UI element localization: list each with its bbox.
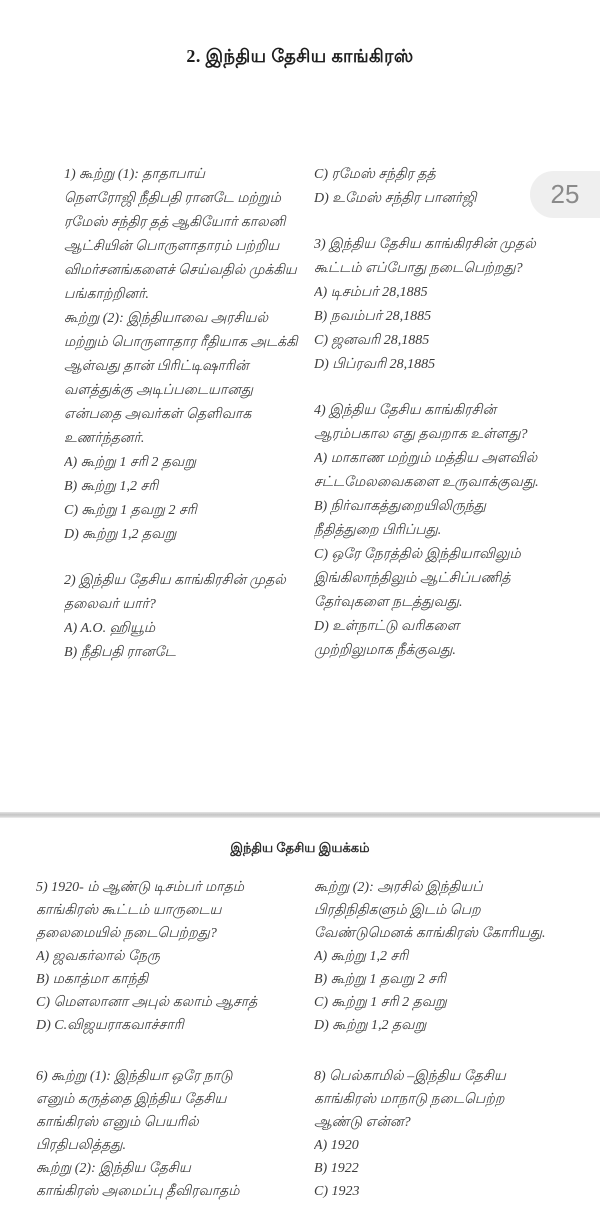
text-line: A) டிசம்பர் 28,1885 — [314, 285, 428, 300]
page1-right-column — [302, 163, 600, 687]
text-line: பிரதிபலித்தது. — [36, 1138, 127, 1153]
text-line: B) நவம்பர் 28,1885 — [314, 309, 432, 324]
text-line: ஆரம்பகால எது தவறாக உள்ளது? — [314, 427, 528, 442]
text-line: தேர்வுகளை நடத்துவது. — [314, 595, 463, 610]
page1-columns — [0, 163, 600, 687]
text-line: தலைமையில் நடைபெற்றது? — [36, 926, 217, 941]
question-block — [314, 876, 600, 1037]
text-line: கூற்று (2): இந்தியாவை அரசியல் — [64, 311, 269, 326]
text-line: D) உள்நாட்டு வரிகளை — [314, 619, 460, 634]
text-line: D) கூற்று 1,2 தவறு — [314, 1018, 427, 1033]
question-block — [314, 163, 600, 211]
text-line: பங்காற்றினர். — [64, 287, 149, 302]
text-line: கூட்டம் எப்போது நடைபெற்றது? — [314, 261, 523, 276]
text-line: கூற்று (2): இந்திய தேசிய — [36, 1161, 191, 1176]
page2-columns — [0, 876, 600, 1231]
text-line: B) கூற்று 1 தவறு 2 சரி — [314, 972, 447, 987]
text-line: C) கூற்று 1 சரி 2 தவறு — [314, 995, 447, 1010]
text-line: முற்றிலுமாக நீக்குவது. — [314, 643, 456, 658]
text-line: D) C.விஜயராகவாச்சாரி — [36, 1018, 184, 1033]
text-line: B) கூற்று 1,2 சரி — [64, 479, 159, 494]
text-line: ஆட்சியின் பொருளாதாரம் பற்றிய — [64, 239, 280, 254]
text-line: B) 1922 — [314, 1161, 359, 1176]
question-block — [64, 569, 302, 665]
text-line: A) A.O. ஹியூம் — [64, 621, 156, 636]
text-line: நீதித்துறை பிரிப்பது. — [314, 523, 442, 538]
text-line: ரமேஸ் சந்திர தத் ஆகியோர் காலனி — [64, 215, 286, 230]
text-line: விமர்சனங்களைச் செய்வதில் முக்கிய — [64, 263, 297, 278]
text-line: A) கூற்று 1 சரி 2 தவறு — [64, 455, 197, 470]
text-line: B) நீதிபதி ரானடே — [64, 645, 176, 660]
text-line: 2) இந்திய தேசிய காங்கிரசின் முதல் — [64, 573, 286, 588]
text-line: பிரதிநிதிகளும் இடம் பெற — [314, 903, 481, 918]
text-line: சட்டமேலவைகளை உருவாக்குவது. — [314, 475, 539, 490]
text-line: காங்கிரஸ் அமைப்பு தீவிரவாதம் — [36, 1184, 240, 1199]
text-line: B) நிர்வாகத்துறையிலிருந்து — [314, 499, 487, 514]
text-line: C) மௌலானா அபுல் கலாம் ஆசாத் — [36, 995, 258, 1010]
text-line: மற்றும் பொருளாதார ரீதியாக அடக்கி — [64, 335, 298, 350]
text-line: 1) கூற்று (1): தாதாபாய் — [64, 167, 206, 182]
question-block — [314, 399, 600, 663]
text-line: காங்கிரஸ் எனும் பெயரில் — [36, 1115, 199, 1130]
text-line: D) பிப்ரவரி 28,1885 — [314, 357, 436, 372]
text-line: உணர்ந்தனர். — [64, 431, 145, 446]
text-line: நௌரோஜி நீதிபதி ரானடே மற்றும் — [64, 191, 282, 206]
text-line: 6) கூற்று (1): இந்தியா ஒரே நாடு — [36, 1069, 233, 1084]
text-line: காங்கிரஸ் கூட்டம் யாருடைய — [36, 903, 222, 918]
text-line: 3) இந்திய தேசிய காங்கிரசின் முதல் — [314, 237, 536, 252]
page-title: 2. இந்திய தேசிய காங்கிரஸ் — [186, 46, 414, 66]
text-line: காங்கிரஸ் மாநாடு நடைபெற்ற — [314, 1092, 505, 1107]
text-line: A) மாகாண மற்றும் மத்திய அளவில் — [314, 451, 538, 466]
question-block — [36, 1065, 302, 1203]
text-line: C) ரமேஸ் சந்திர தத் — [314, 167, 436, 182]
text-line: இங்கிலாந்திலும் ஆட்சிப்பணித் — [314, 571, 511, 586]
quiz-page-26 — [0, 818, 600, 1199]
text-line: ஆண்டு என்ன? — [314, 1115, 411, 1130]
text-line: என்பதை அவர்கள் தெளிவாக — [64, 407, 252, 422]
text-line: தலைவர் யார்? — [64, 597, 156, 612]
text-line: B) மகாத்மா காந்தி — [36, 972, 149, 987]
page-number: 25 — [550, 179, 580, 209]
text-line: C) கூற்று 1 தவறு 2 சரி — [64, 503, 197, 518]
text-line: D) உமேஸ் சந்திர பானர்ஜி — [314, 191, 477, 206]
text-line: C) ஜனவரி 28,1885 — [314, 333, 430, 348]
text-line: A) 1920 — [314, 1138, 359, 1153]
text-line: A) கூற்று 1,2 சரி — [314, 949, 409, 964]
page2-right-column — [302, 876, 600, 1231]
text-line: C) ஒரே நேரத்தில் இந்தியாவிலும் — [314, 547, 521, 562]
text-line: ஆள்வது தான் பிரிட்டிஷாரின் — [64, 359, 249, 374]
text-line: கூற்று (2): அரசில் இந்தியப் — [314, 880, 483, 895]
page1-left-column — [0, 163, 302, 687]
text-line: 5) 1920- ம் ஆண்டு டிசம்பர் மாதம் — [36, 880, 244, 895]
page2-left-column — [0, 876, 302, 1231]
text-line: வளத்துக்கு அடிப்படையானது — [64, 383, 254, 398]
question-block — [314, 233, 600, 377]
text-line: 8) பெல்காமில் –இந்திய தேசிய — [314, 1069, 506, 1084]
question-block — [314, 1065, 600, 1203]
section-header: இந்திய தேசிய இயக்கம் — [230, 840, 370, 855]
question-block — [36, 876, 302, 1037]
text-line: C) 1923 — [314, 1184, 360, 1199]
text-line: எனும் கருத்தை இந்திய தேசிய — [36, 1092, 227, 1107]
text-line: வேண்டுமெனக் காங்கிரஸ் கோரியது. — [314, 926, 546, 941]
text-line: D) கூற்று 1,2 தவறு — [64, 527, 177, 542]
text-line: A) ஜவகர்லால் நேரு — [36, 949, 161, 964]
question-block — [64, 163, 302, 547]
text-line: 4) இந்திய தேசிய காங்கிரசின் — [314, 403, 497, 418]
